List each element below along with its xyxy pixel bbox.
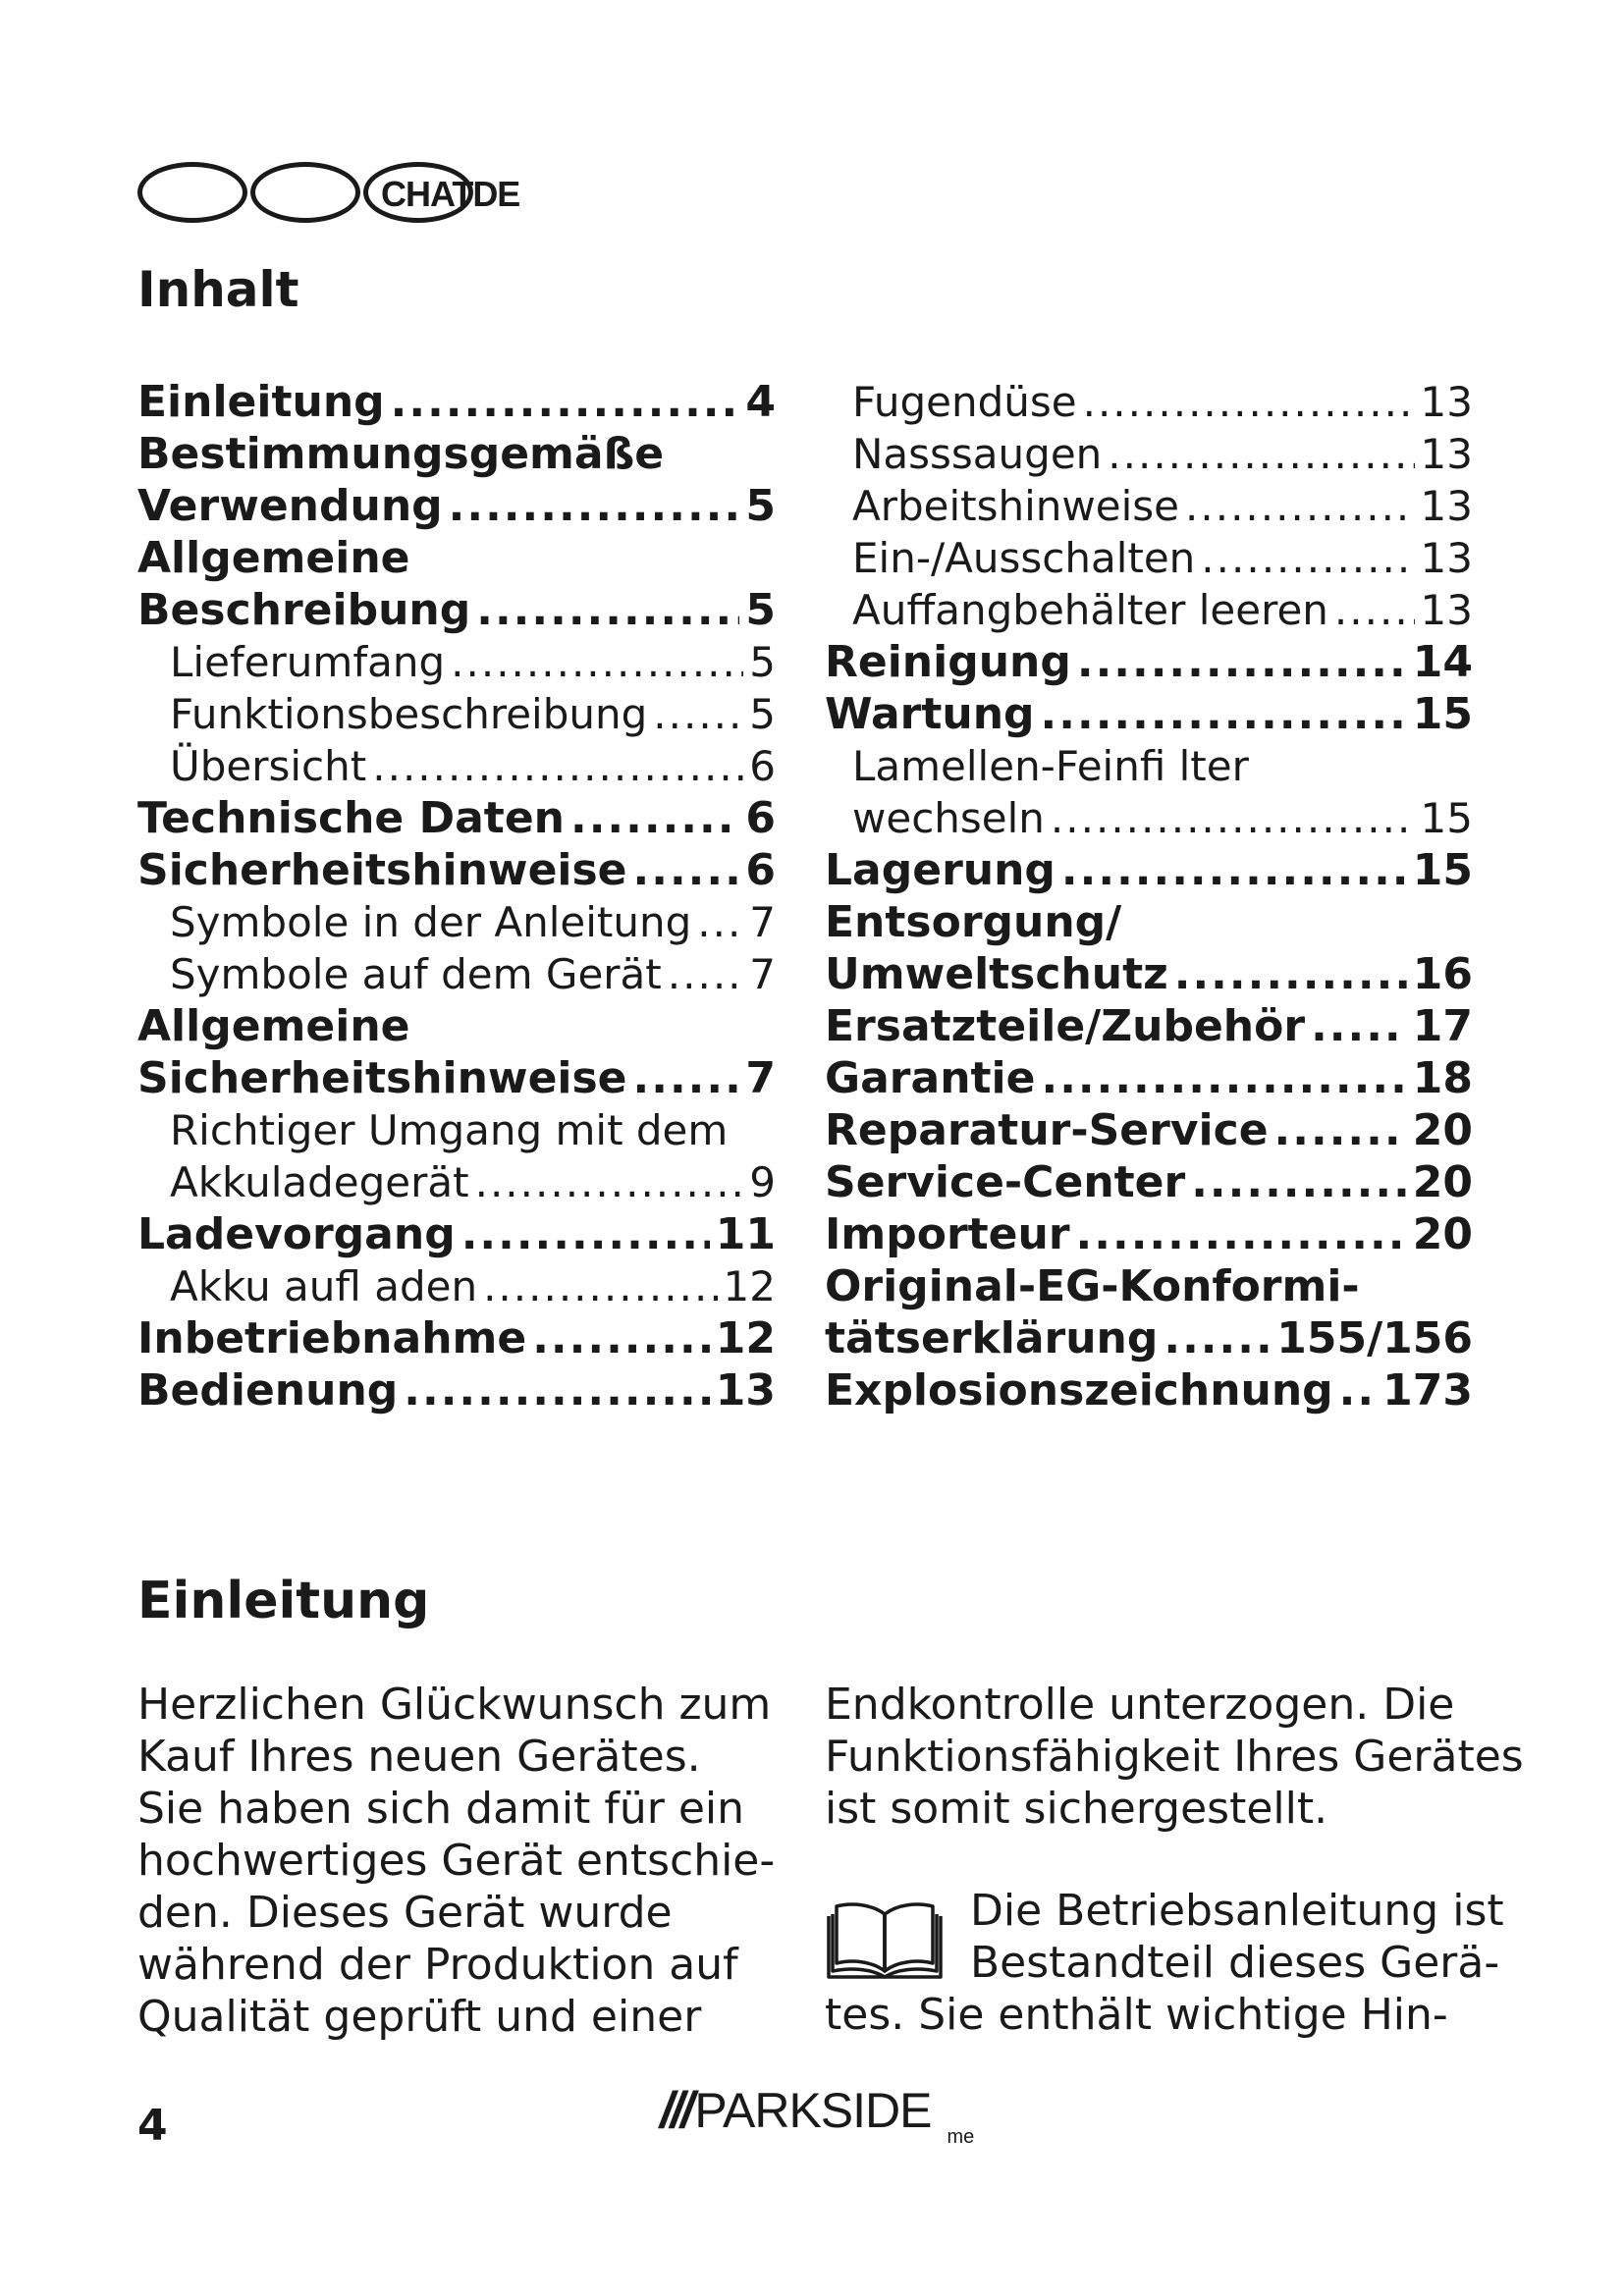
- toc-entry-title: Fugendüse: [852, 378, 1077, 426]
- brand-logo: [660, 2081, 974, 2149]
- toc-entry-page: 155/156: [1276, 1313, 1473, 1363]
- toc-leader-dots: [475, 1156, 744, 1208]
- toc-entry-title: Allgemeine: [137, 533, 410, 583]
- toc-leader-dots: [570, 792, 739, 844]
- intro-paragraph-left: [137, 1679, 776, 2043]
- toc-leader-dots: [391, 376, 740, 428]
- toc-entry[interactable]: [137, 1052, 776, 1104]
- toc-entry-title: Einleitung: [137, 377, 385, 427]
- toc-leader-dots: [633, 844, 740, 896]
- language-codes: CHATDE: [381, 174, 520, 214]
- toc-leader-dots: [1076, 1208, 1407, 1260]
- toc-entry-title: Explosionszeichnung: [825, 1365, 1333, 1415]
- toc-entry-title: Ladevorgang: [137, 1209, 456, 1259]
- toc-entry[interactable]: [825, 1156, 1473, 1208]
- toc-entry-page: 7: [749, 950, 776, 998]
- toc-entry[interactable]: [825, 480, 1473, 532]
- brand-name: PARKSIDE: [694, 2083, 932, 2138]
- toc-entry-page: 7: [749, 898, 776, 946]
- toc-entry-title: Inbetriebnahme: [137, 1313, 527, 1363]
- language-oval-2: [250, 162, 360, 223]
- toc-entry[interactable]: [137, 1260, 776, 1312]
- toc-entry[interactable]: [137, 1208, 776, 1260]
- text-line: Herzlichen Glückwunsch zum: [137, 1680, 772, 1730]
- toc-entry[interactable]: [825, 1104, 1473, 1156]
- toc-column-left: [137, 376, 776, 1416]
- toc-entry-page: 5: [745, 585, 776, 635]
- toc-entry[interactable]: [137, 428, 776, 480]
- toc-entry[interactable]: [137, 1364, 776, 1416]
- toc-entry-page: 5: [745, 481, 776, 531]
- toc-entry-page: 20: [1412, 1209, 1473, 1259]
- toc-entry-page: 9: [749, 1158, 776, 1206]
- text-line: Bestandteil dieses Gerä-: [970, 1938, 1500, 1988]
- toc-entry-title: Allgemeine: [137, 1001, 410, 1051]
- toc-entry-page: 13: [1420, 482, 1473, 530]
- toc-entry-title: Nasssaugen: [852, 430, 1103, 478]
- toc-entry-page: 18: [1412, 1053, 1473, 1103]
- toc-entry-title: Lagerung: [825, 845, 1056, 895]
- toc-entry-title: Reinigung: [825, 637, 1071, 687]
- toc-leader-dots: [461, 1208, 710, 1260]
- toc-leader-dots: [1051, 792, 1415, 844]
- toc-entry-title: Funktionsbeschreibung: [170, 690, 648, 738]
- brand-slashes: ///: [660, 2082, 691, 2139]
- toc-entry[interactable]: [137, 1104, 776, 1156]
- toc-entry-page: 15: [1412, 845, 1473, 895]
- toc-entry[interactable]: [825, 1364, 1473, 1416]
- toc-entry-title: Symbole in der Anleitung: [170, 898, 692, 946]
- toc-entry[interactable]: [825, 428, 1473, 480]
- toc-entry-title: wechseln: [852, 794, 1045, 842]
- toc-entry-title: Lieferumfang: [170, 638, 446, 686]
- toc-entry[interactable]: [137, 376, 776, 428]
- toc-entry-title: Lamellen-Feinfi lter: [852, 742, 1249, 790]
- toc-entry[interactable]: [137, 1312, 776, 1364]
- toc-entry[interactable]: [825, 636, 1473, 688]
- toc-entry-title: tätserklärung: [825, 1313, 1159, 1363]
- toc-entry-title: Ersatzteile/Zubehör: [825, 1001, 1306, 1051]
- toc-leader-dots: [404, 1364, 709, 1416]
- toc-entry[interactable]: [825, 792, 1473, 844]
- brand-suffix: me: [947, 2126, 975, 2148]
- toc-leader-dots: [1185, 480, 1415, 532]
- toc-entry[interactable]: [825, 376, 1473, 428]
- toc-column-right: [825, 376, 1473, 1416]
- toc-leader-dots: [1274, 1104, 1407, 1156]
- toc-entry-title: Symbole auf dem Gerät: [170, 950, 662, 998]
- toc-entry-page: 6: [745, 845, 776, 895]
- toc-entry-page: 17: [1412, 1001, 1473, 1051]
- toc-entry-page: 13: [715, 1365, 776, 1415]
- toc-entry-title: Verwendung: [137, 481, 443, 531]
- toc-entry-title: Ein-/Ausschalten: [852, 534, 1196, 582]
- toc-entry-page: 7: [745, 1053, 776, 1103]
- toc-entry[interactable]: [137, 1000, 776, 1052]
- toc-entry[interactable]: [825, 896, 1473, 948]
- intro-paragraph-right: [825, 1679, 1524, 1835]
- toc-entry-title: Reparatur-Service: [825, 1105, 1269, 1155]
- toc-entry[interactable]: [137, 792, 776, 844]
- toc-entry-title: Garantie: [825, 1053, 1036, 1103]
- toc-entry-title: Arbeitshinweise: [852, 482, 1180, 530]
- toc-leader-dots: [1041, 1052, 1406, 1104]
- toc-entry-page: 12: [723, 1262, 776, 1310]
- toc-entry-title: Importeur: [825, 1209, 1070, 1259]
- toc-leader-dots: [1041, 688, 1407, 740]
- toc-entry-title: Bestimmungsgemäße: [137, 429, 665, 479]
- toc-entry[interactable]: [825, 1052, 1473, 1104]
- toc-leader-dots: [1061, 844, 1407, 896]
- operating-manual-note: [825, 1885, 1504, 2041]
- toc-entry-title: Original-EG-Konformi-: [825, 1261, 1360, 1311]
- intro-heading: Einleitung: [137, 1572, 430, 1630]
- toc-entry[interactable]: [825, 688, 1473, 740]
- toc-entry[interactable]: [137, 844, 776, 896]
- toc-entry-title: Umweltschutz: [825, 949, 1168, 999]
- toc-entry[interactable]: [137, 532, 776, 584]
- toc-entry[interactable]: [825, 740, 1473, 792]
- toc-leader-dots: [1334, 584, 1415, 636]
- toc-entry[interactable]: [137, 688, 776, 740]
- toc-entry-title: Auffangbehälter leeren: [852, 586, 1328, 634]
- text-line: Kauf Ihres neuen Gerätes.: [137, 1732, 701, 1782]
- toc-entry[interactable]: [825, 532, 1473, 584]
- toc-entry-page: 15: [1412, 689, 1473, 739]
- toc-entry-page: 12: [715, 1313, 776, 1363]
- toc-entry-title: Service-Center: [825, 1157, 1186, 1207]
- language-selector: [137, 162, 550, 231]
- toc-entry[interactable]: [137, 1156, 776, 1208]
- toc-leader-dots: [697, 896, 743, 948]
- toc-entry-page: 14: [1412, 637, 1473, 687]
- toc-leader-dots: [451, 636, 743, 688]
- toc-entry-page: 5: [749, 638, 776, 686]
- toc-leader-dots: [1077, 636, 1407, 688]
- text-line: den. Dieses Gerät wurde: [137, 1888, 673, 1938]
- toc-entry[interactable]: [137, 896, 776, 948]
- toc-entry-title: Technische Daten: [137, 793, 565, 843]
- toc-leader-dots: [633, 1052, 740, 1104]
- toc-entry[interactable]: [825, 1312, 1473, 1364]
- toc-leader-dots: [1311, 1000, 1407, 1052]
- toc-entry-title: Wartung: [825, 689, 1035, 739]
- language-oval-1: [137, 162, 247, 223]
- toc-entry-page: 4: [745, 377, 776, 427]
- toc-entry-page: 20: [1412, 1105, 1473, 1155]
- toc-leader-dots: [1164, 1312, 1271, 1364]
- toc-leader-dots: [532, 1312, 710, 1364]
- toc-leader-dots: [476, 584, 739, 636]
- toc-leader-dots: [1174, 948, 1407, 1000]
- page-number: 4: [137, 2101, 168, 2151]
- text-line: Die Betriebsanleitung ist: [970, 1886, 1504, 1936]
- toc-entry[interactable]: [825, 584, 1473, 636]
- toc-entry-title: Übersicht: [170, 742, 367, 790]
- toc-entry-page: 13: [1420, 586, 1473, 634]
- toc-leader-dots: [1108, 428, 1414, 480]
- toc-entry-title: Akku aufl aden: [170, 1262, 478, 1310]
- text-line: ist somit sichergestellt.: [825, 1784, 1328, 1834]
- toc-entry[interactable]: [137, 636, 776, 688]
- toc-entry-title: Richtiger Umgang mit dem: [170, 1106, 729, 1154]
- toc-leader-dots: [449, 480, 740, 532]
- toc-entry[interactable]: [825, 844, 1473, 896]
- text-line: während der Produktion auf: [137, 1940, 738, 1990]
- toc-entry[interactable]: [137, 480, 776, 532]
- toc-entry[interactable]: [137, 740, 776, 792]
- toc-leader-dots: [372, 740, 743, 792]
- toc-entry-page: 13: [1420, 430, 1473, 478]
- text-line: Sie haben sich damit für ein: [137, 1784, 744, 1834]
- toc-entry-page: 173: [1382, 1365, 1473, 1415]
- toc-leader-dots: [1083, 376, 1415, 428]
- toc-entry[interactable]: [825, 1000, 1473, 1052]
- toc-entry-page: 11: [715, 1209, 776, 1259]
- toc-entry-title: Entsorgung/: [825, 897, 1122, 947]
- text-line: Qualität geprüft und einer: [137, 1992, 702, 2042]
- toc-entry-page: 5: [749, 690, 776, 738]
- toc-entry[interactable]: [825, 1260, 1473, 1312]
- toc-leader-dots: [483, 1260, 717, 1312]
- text-line: Endkontrolle unterzogen. Die: [825, 1680, 1455, 1730]
- toc-entry-title: Akkuladegerät: [170, 1158, 469, 1206]
- toc-entry[interactable]: [137, 584, 776, 636]
- toc-entry-title: Bedienung: [137, 1365, 399, 1415]
- toc-entry-page: 13: [1420, 378, 1473, 426]
- toc-leader-dots: [1201, 532, 1414, 584]
- toc-entry[interactable]: [825, 1208, 1473, 1260]
- toc-entry-title: Beschreibung: [137, 585, 471, 635]
- toc-leader-dots: [653, 688, 743, 740]
- toc-entry-title: Sicherheitshinweise: [137, 845, 627, 895]
- toc-entry[interactable]: [137, 948, 776, 1000]
- toc-heading: Inhalt: [137, 261, 299, 318]
- toc-leader-dots: [1339, 1364, 1377, 1416]
- toc-entry-page: 16: [1412, 949, 1473, 999]
- toc-entry-page: 13: [1420, 534, 1473, 582]
- toc-entry-page: 15: [1420, 794, 1473, 842]
- toc-entry-page: 20: [1412, 1157, 1473, 1207]
- toc-leader-dots: [668, 948, 744, 1000]
- toc-leader-dots: [1191, 1156, 1407, 1208]
- text-line: hochwertiges Gerät entschie-: [137, 1836, 776, 1886]
- toc-entry[interactable]: [825, 948, 1473, 1000]
- toc-entry-page: 6: [745, 793, 776, 843]
- toc-entry-page: 6: [749, 742, 776, 790]
- toc-entry-title: Sicherheitshinweise: [137, 1053, 627, 1103]
- text-line: tes. Sie enthält wichtige Hin-: [825, 1990, 1448, 2040]
- text-line: Funktionsfähigkeit Ihres Gerätes: [825, 1732, 1524, 1782]
